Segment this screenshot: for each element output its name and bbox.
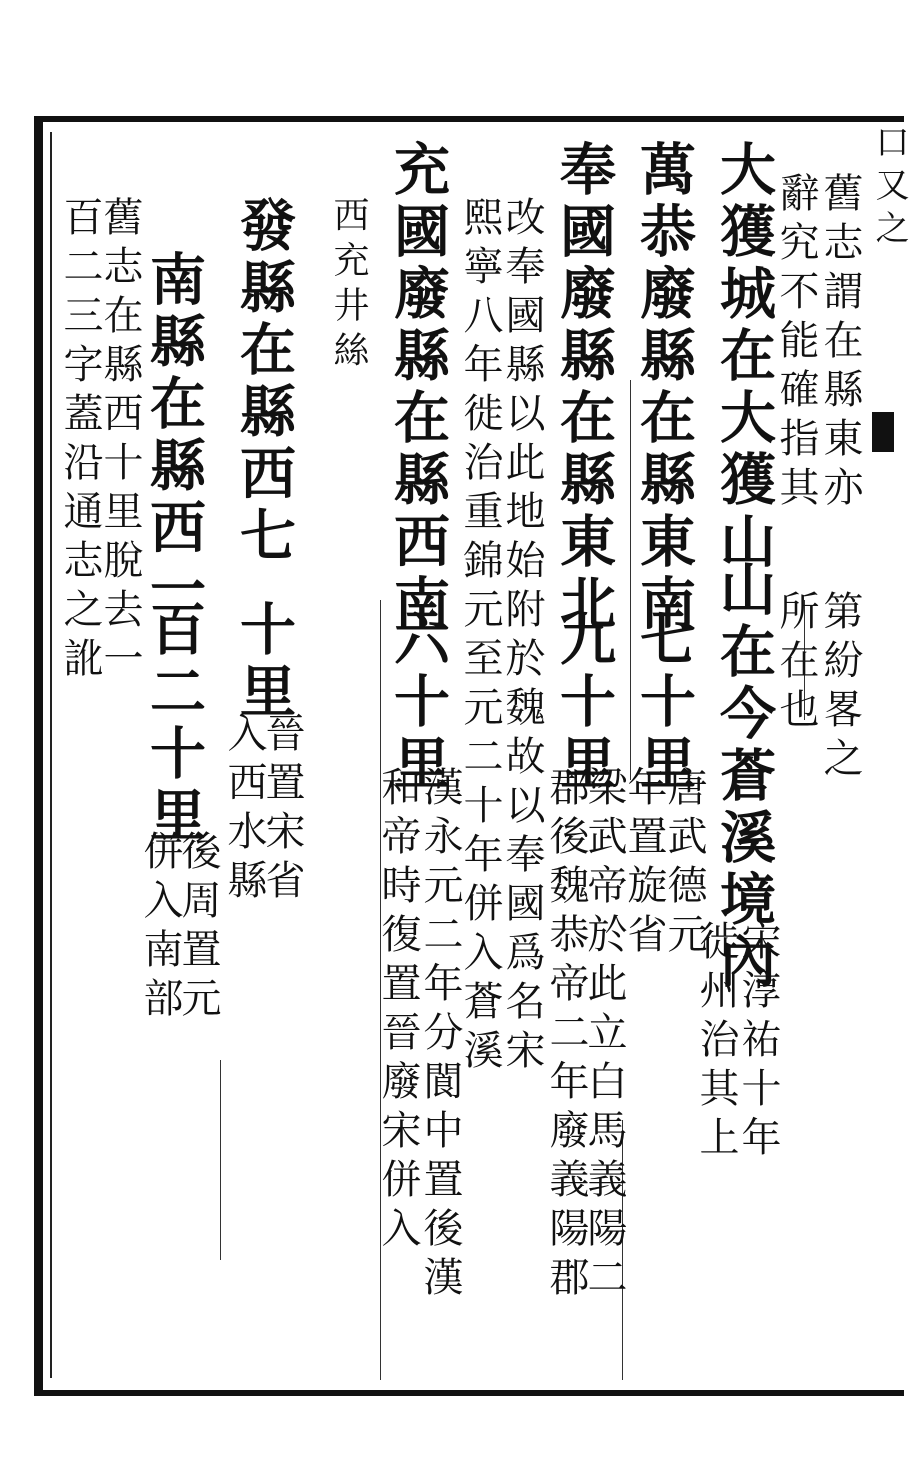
main-text-column-cont: 百二十里 — [141, 600, 207, 848]
note-column: 舊志謂在縣東亦 — [817, 172, 863, 515]
note-column: 郡後魏恭帝二年廢義陽郡 — [543, 766, 589, 1305]
note-column: 漢永元二年分閬中置後漢 — [417, 766, 463, 1305]
note-column: 徙州治其上 — [693, 920, 739, 1165]
main-text-column: 大獲城在大獲山 — [711, 140, 777, 574]
note-column: 唐武德元 — [661, 766, 707, 962]
main-text-column-cont: 山在今蒼溪境內 — [711, 560, 777, 994]
note-column: 宋淳祐十年 — [735, 920, 781, 1165]
note-column: 梁武帝於此立白馬義陽二 — [581, 766, 627, 1305]
main-text-column-cont: 十里 — [231, 600, 297, 724]
main-text-column: 奉國廢縣在縣東北 — [551, 140, 617, 636]
note-column: 後周置元 — [175, 830, 221, 1026]
main-text-column: 發縣在縣西七 — [231, 196, 297, 568]
note-column: 改奉國縣以此地始附於魏故以奉國爲名宋 — [499, 196, 545, 1078]
note-column: 晉置宋省 — [259, 712, 305, 908]
main-text-column: 萬恭廢縣在縣東南 — [631, 140, 697, 636]
main-text-column-cont: 九十里 — [551, 610, 617, 796]
note-column: 熙寧八年徙治重錦元至元二十年併入蒼溪 — [457, 196, 503, 1078]
divider — [220, 1060, 221, 1260]
page-ear-mark — [872, 412, 894, 452]
note-column: 年置旋省 — [621, 766, 667, 962]
main-text-column: 充國廢縣在縣西南 — [385, 140, 451, 636]
main-text-column-cont: 七十里 — [631, 610, 697, 796]
section-heading: 西充井絲 — [328, 196, 369, 376]
note-column: 和帝時復置晉廢宋併入 — [375, 766, 421, 1256]
note-column: 百二三字蓋沿通志之訛 — [57, 196, 103, 686]
main-text-column: 南縣在縣西一 — [141, 250, 207, 622]
note-column: 所在也 — [773, 590, 819, 737]
note-column: 舊志在縣西十里脫去一 — [97, 196, 143, 686]
note-column: 第紛畧之 — [817, 590, 863, 786]
note-column: 併入南部 — [137, 830, 183, 1026]
inner-border-line — [50, 132, 52, 1378]
note-column: 辭究不能確指其 — [773, 172, 819, 515]
right-edge-fragment: 口又之 — [869, 124, 909, 253]
note-column: 入西水縣 — [221, 712, 267, 908]
main-text-column-cont: 六十里 — [385, 610, 451, 796]
